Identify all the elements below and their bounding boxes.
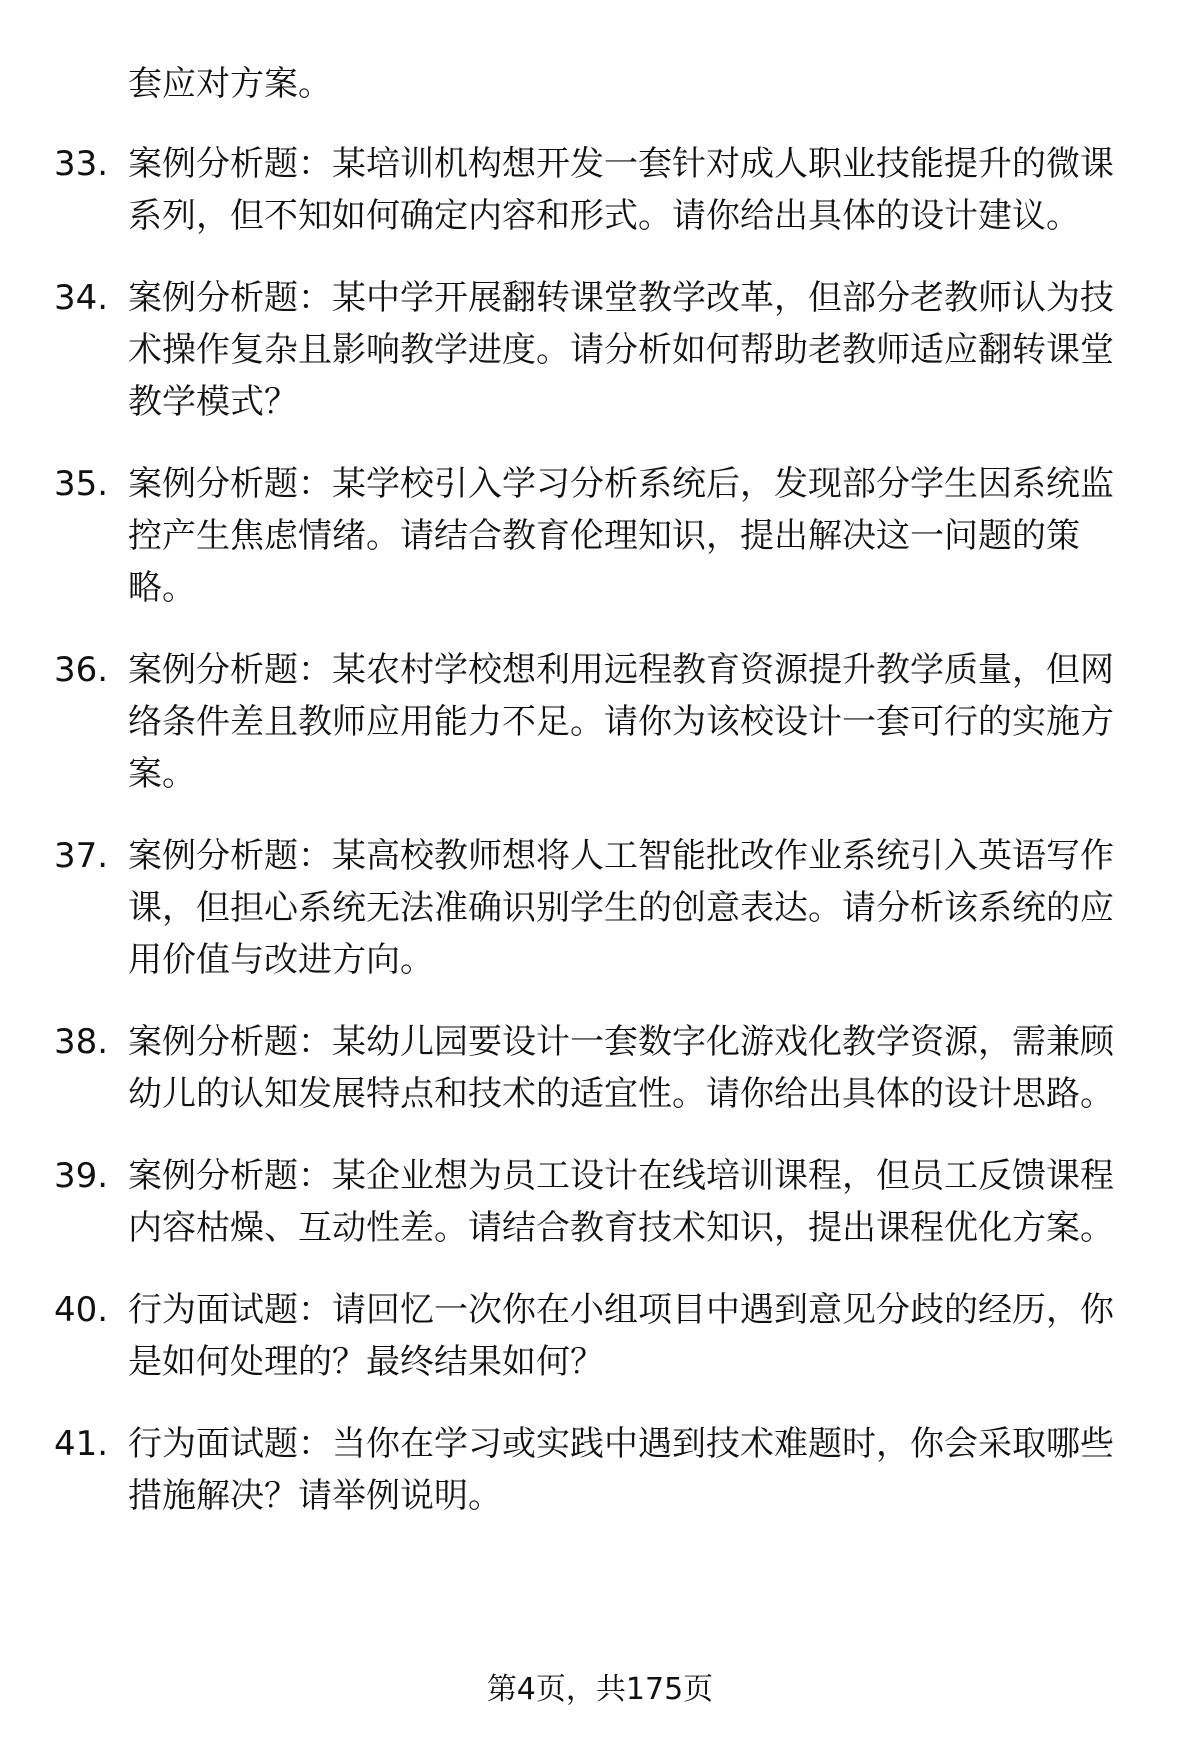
item-number: 40. (54, 1290, 109, 1330)
list-item (0, 1150, 1200, 1254)
item-text: 案例分析题：某农村学校想利用远程教育资源提升教学质量，但网络条件差且教师应用能力不足。请你为该校设计一套可行的实施方案。 (128, 650, 1114, 794)
item-number: 35. (54, 464, 109, 504)
page-footer: 第4页，共175页 (486, 1672, 714, 1707)
item-number: 34. (54, 278, 109, 318)
item-text: 案例分析题：某高校教师想将人工智能批改作业系统引入英语写作课，但担心系统无法准确识别学生的创意表达。请分析该系统的应用价值与改进方向。 (128, 836, 1114, 980)
item-number: 36. (54, 650, 109, 690)
list-item (0, 1284, 1200, 1388)
list-item (0, 830, 1200, 986)
list-item (0, 138, 1200, 242)
item-number: 33. (54, 144, 109, 184)
item-number: 38. (54, 1022, 109, 1062)
item-number: 37. (54, 836, 109, 876)
item-text: 行为面试题：请回忆一次你在小组项目中遇到意见分歧的经历，你是如何处理的？最终结果如何？ (128, 1290, 1114, 1382)
item-number: 39. (54, 1156, 109, 1196)
item-text: 案例分析题：某培训机构想开发一套针对成人职业技能提升的微课系列，但不知如何确定内容和形式。请你给出具体的设计建议。 (128, 144, 1114, 236)
item-text: 案例分析题：某中学开展翻转课堂教学改革，但部分老教师认为技术操作复杂且影响教学进度。请分析如何帮助老教师适应翻转课堂教学模式？ (128, 278, 1114, 422)
item-text: 案例分析题：某企业想为员工设计在线培训课程，但员工反馈课程内容枯燥、互动性差。请结合教育技术知识，提出课程优化方案。 (128, 1156, 1114, 1248)
item-text: 案例分析题：某学校引入学习分析系统后，发现部分学生因系统监控产生焦虑情绪。请结合教育伦理知识，提出解决这一问题的策略。 (128, 464, 1114, 608)
item-text: 案例分析题：某幼儿园要设计一套数字化游戏化教学资源，需兼顾幼儿的认知发展特点和技术的适宜性。请你给出具体的设计思路。 (128, 1022, 1114, 1114)
list-item (0, 1418, 1200, 1522)
item-text: 行为面试题：当你在学习或实践中遇到技术难题时，你会采取哪些措施解决？请举例说明。 (128, 1424, 1114, 1516)
continuation-text: 套应对方案。 (128, 64, 332, 104)
question-list (0, 138, 1200, 1552)
list-item (0, 1016, 1200, 1120)
item-number: 41. (54, 1424, 109, 1464)
list-item (0, 644, 1200, 800)
list-item (0, 272, 1200, 428)
list-item (0, 458, 1200, 614)
